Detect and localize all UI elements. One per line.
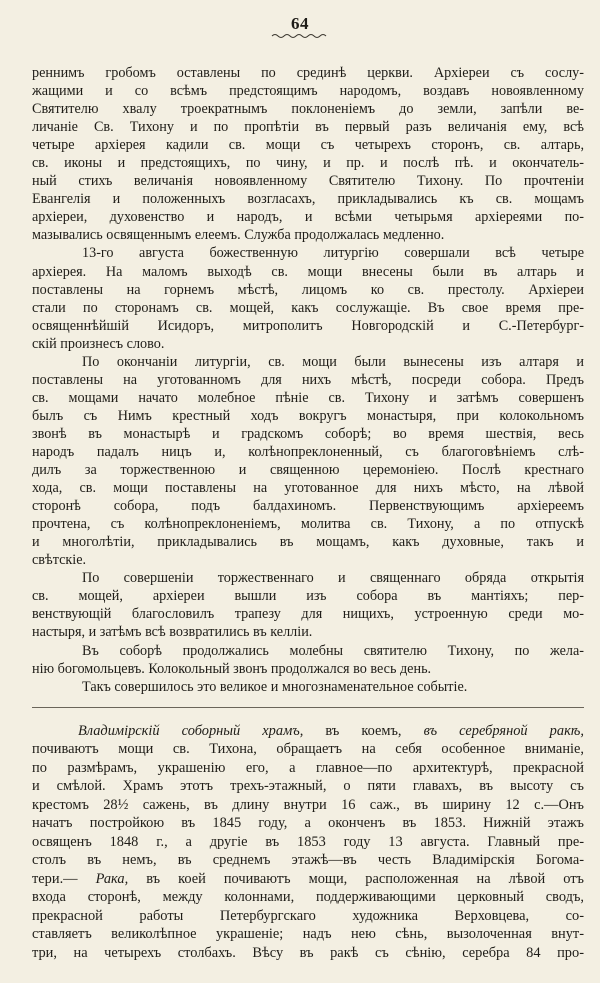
- paragraph-1: [32, 64, 584, 244]
- text-line: св. мощей, архіереи вышли изъ собора въ мантіяхъ; пер-: [32, 588, 584, 605]
- paragraph-6: [32, 678, 584, 696]
- text-line: былъ съ Нимъ крестный ходъ вокругъ монастыря, при колокольномъ: [32, 407, 584, 424]
- section-2-lines: [32, 740, 584, 870]
- text-line: три, на четырехъ столбахъ. Вѣсу въ ракѣ съ сѣнію, серебра 84 про-: [32, 944, 584, 961]
- text-line: личаніе Св. Тихону и по пропѣтіи въ первый разъ величанія ему, всѣ: [32, 119, 584, 136]
- divider-rule: [32, 707, 584, 708]
- text-line: По окончаніи литургіи, св. мощи были вынесены изъ алтаря и: [82, 353, 584, 370]
- raka-term: Рака,: [95, 870, 129, 887]
- text-line: скій произнесъ слово.: [32, 335, 165, 352]
- text-line: свѣтскіе.: [32, 552, 87, 569]
- paragraph-3: [32, 353, 584, 570]
- page-number: 64: [291, 14, 309, 33]
- text-line: прекрасной работы Петербургскаго художника Верховцева, со-: [32, 907, 584, 924]
- section-2-paragraph: [32, 722, 584, 963]
- section-2-raka-phrase: въ серебряной ракѣ,: [423, 722, 584, 739]
- text-line: Такъ совершилось это великое и многознаменательное событіе.: [82, 678, 468, 695]
- text-line: начатъ постройкою въ 1845 году, а оконченъ въ 1853. Нижній этажъ: [32, 815, 584, 832]
- section-2-title-line: Владимірскій соборный храмъ, въ коемъ, въ серебряной ракѣ,: [78, 722, 584, 739]
- section-divider: [32, 696, 584, 722]
- text-line: и смѣлой. Храмъ этотъ трехъ-этажный, о пяти главахъ, въ высоту съ: [32, 778, 584, 795]
- text-line: нію богомольцевъ. Колокольный звонъ продолжался во весь день.: [32, 660, 432, 677]
- text-line: архіерея. На маломъ выходѣ св. мощи внесены были въ алтарь и: [32, 263, 584, 280]
- text-line: звонѣ въ монастырѣ и градскомъ соборѣ; во время шествія, весь: [32, 425, 584, 442]
- text-line: Святителю хвалу троекратнымъ поклоненіемъ до земли, запѣли ве-: [32, 101, 584, 118]
- text-line: св. мощами начато молебное пѣніе св. Тихону и затѣмъ совершенъ: [32, 389, 584, 406]
- page-header: [0, 14, 600, 40]
- text-line: прочтена, съ колѣнопреклоненіемъ, молитва св. Тихону, а по отпускѣ: [32, 516, 584, 533]
- text-line: крестомъ 28½ сажень, въ длину внутри 16 саж., въ ширину 12 с.—Онъ: [32, 796, 584, 813]
- text-line: сторонѣ собора, подъ балдахиномъ. Первенствующимъ архіереемъ: [32, 498, 584, 515]
- paragraph-5: [32, 642, 584, 678]
- section-2-title: Владимірскій соборный храмъ,: [78, 722, 304, 739]
- text-line: освященъ 1848 г., а другіе въ 1853 году 13 августа. Главный пре-: [32, 833, 584, 850]
- text-line: Въ соборѣ продолжались молебны святителю Тихону, по жела-: [82, 642, 584, 659]
- text-line: архіереи, духовенство и народъ, и всѣми четырьмя архіереями по-: [32, 209, 584, 226]
- text-line: стали по сторонамъ св. мощей, какъ сослужащіе. Въ свое время пре-: [32, 299, 584, 316]
- text-line: настыря, и затѣмъ всѣ возвратились въ келліи.: [32, 624, 313, 641]
- section-2-lines-after: [32, 888, 584, 962]
- text-line: ный стихъ величанія новоявленному Святителю Тихону. По прочтеніи: [32, 173, 584, 190]
- text-line: жащими и со всѣмъ предстоящимъ народомъ, воздавъ новоявленному: [32, 83, 584, 100]
- text-line: венствующій благословилъ трапезу для нищихъ, устроенную среди мо-: [32, 606, 584, 623]
- text-line: четыре архіерея кадили св. мощи съ четырехъ сторонъ, св. алтарь,: [32, 137, 584, 154]
- text-line: поставлены на горнемъ мѣстѣ, лицомъ ко св. престолу. Архіереи: [32, 281, 584, 298]
- text-line: Евангелія и положенныхъ возгласахъ, прикладывались къ св. мощамъ: [32, 191, 584, 208]
- text-line: По совершеніи торжественнаго и священнаго обряда открытія: [82, 570, 584, 587]
- text-line: поставлены на уготованномъ для нихъ мѣстѣ, посреди собора. Предъ: [32, 371, 584, 388]
- text-line: столъ въ немъ, въ среднемъ этажѣ—въ честь Владимірскія Богома-: [32, 852, 584, 869]
- text-line: дилъ за торжественною и священною церемоніею. Послѣ крестнаго: [32, 462, 584, 479]
- paragraph-2: [32, 244, 584, 352]
- text-line: мазывались освященнымъ елеемъ. Служба продолжалась медленно.: [32, 227, 445, 244]
- text-line: и многолѣтіи, прикладывались въ мощамъ, какъ духовные, такъ и: [32, 534, 584, 551]
- text-line: входа сторонѣ, между колоннами, поддерживающими церковный сводъ,: [32, 889, 584, 906]
- text-line: св. иконы и предстоящихъ, по чину, и пр. и послѣ пѣ. и окончатель-: [32, 155, 584, 172]
- text-line: 13-го августа божественную литургію совершали всѣ четыре: [82, 245, 584, 262]
- text-line: по размѣрамъ, украшенію его, а главное—по архитектурѣ, прекрасной: [32, 759, 584, 776]
- text-line: народъ падалъ ницъ и, колѣнопреклоненный, съ благоговѣніемъ слѣ-: [32, 443, 584, 460]
- page-body: [32, 64, 584, 962]
- text-line: почиваютъ мощи св. Тихона, обращаетъ на себя особенное вниманіе,: [32, 741, 584, 758]
- text-line: освященнѣйшій Исидоръ, митрополитъ Новгородскій и С.-Петербург-: [32, 317, 584, 334]
- text-line: хода, св. мощи поставлены на уготованное для нихъ мѣсто, на лѣвой: [32, 480, 584, 497]
- paragraph-4: [32, 569, 584, 641]
- text-line: ставляетъ великолѣпное украшеніе; надъ нею сѣнь, вызолоченная внут-: [32, 926, 584, 943]
- text-line: реннимъ гробомъ оставлены по срединѣ церкви. Архіереи съ сослу-: [32, 65, 584, 81]
- raka-line: тери.— Рака, въ коей почиваютъ мощи, расположенная на лѣвой отъ: [32, 870, 584, 887]
